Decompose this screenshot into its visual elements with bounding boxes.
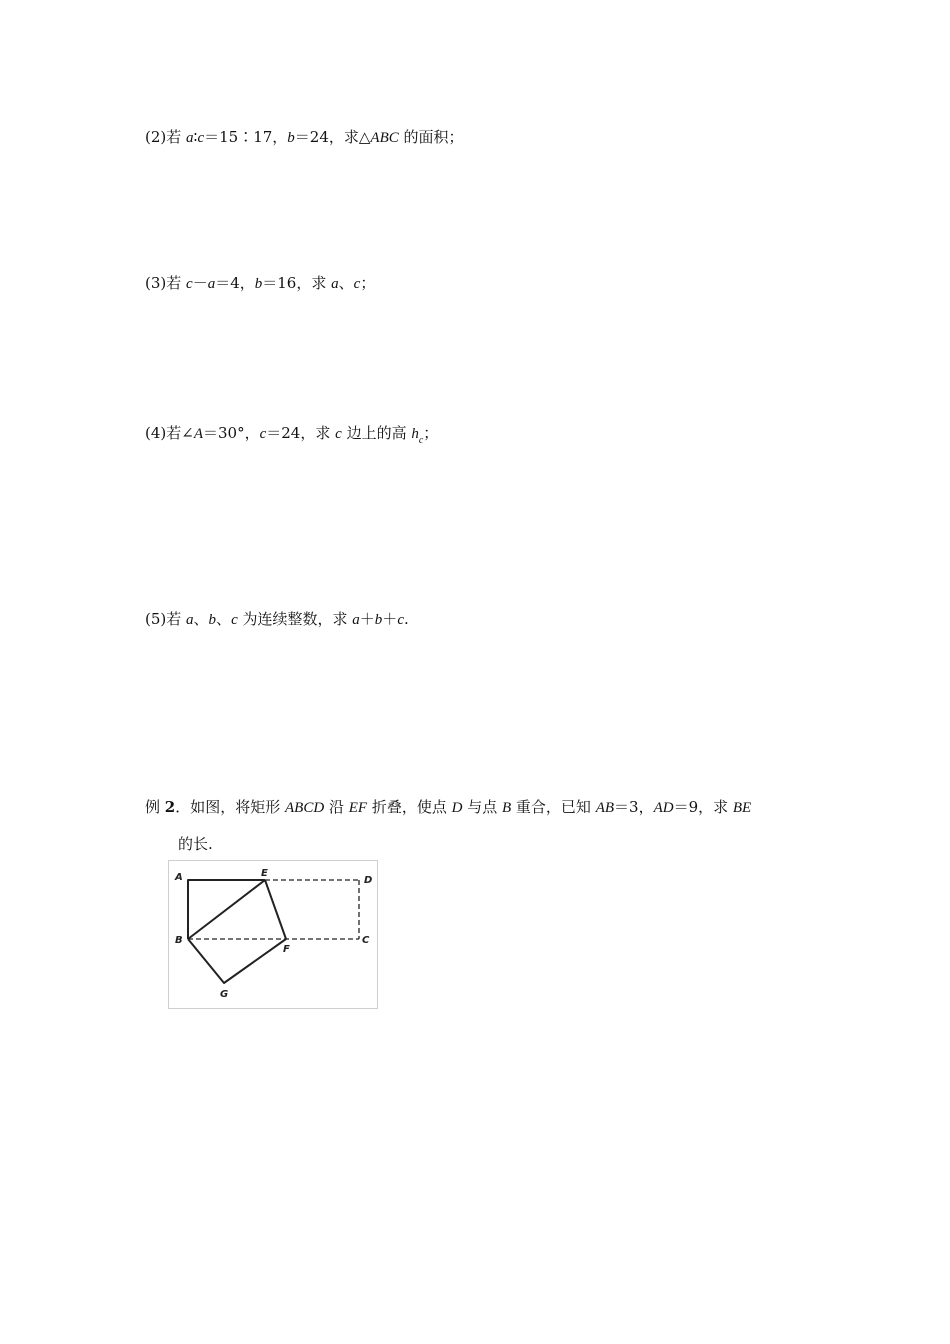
label-a: A	[175, 872, 183, 883]
label-b: B	[175, 935, 183, 946]
example-text: 与点	[462, 798, 502, 816]
q3-minus: －	[192, 274, 208, 292]
label-f: F	[283, 944, 290, 955]
question-4	[145, 423, 438, 451]
example-text: 折叠，使点	[367, 798, 452, 816]
label-c: C	[362, 935, 370, 946]
example-text: ．如图，将矩形	[175, 798, 285, 816]
example-text: 的长.	[178, 835, 213, 853]
q2-text: 若	[166, 128, 187, 146]
q5-var-c: c	[397, 612, 404, 628]
q4-text: 若∠	[166, 424, 194, 442]
q4-var-c: c	[335, 426, 342, 442]
q5-number: (5)	[145, 610, 167, 628]
figure-svg	[169, 861, 377, 1008]
example-text: 重合，已知	[511, 798, 596, 816]
example-text: ＝3，	[614, 798, 654, 816]
q3-text: ＝16，求	[262, 274, 332, 292]
segment-ef: EF	[348, 800, 368, 816]
q5-var-a: a	[352, 612, 360, 628]
example-text: ＝9，求	[673, 798, 733, 816]
q5-plus: ＋	[382, 610, 398, 628]
label-e: E	[261, 868, 268, 879]
q5-text: 为连续整数，求	[237, 610, 353, 628]
example-2-line-1	[145, 797, 751, 818]
segment-be-line	[188, 880, 265, 939]
rectangle-abcd: ABCD	[285, 800, 325, 816]
fold-line-ef	[265, 880, 286, 939]
example-number: 2	[164, 798, 176, 816]
point-b: B	[501, 800, 512, 816]
q2-colon: ∶	[193, 128, 198, 146]
q2-var-c: c	[197, 130, 205, 146]
q5-var-c: c	[231, 612, 238, 628]
q5-var-b: b	[374, 612, 383, 628]
q4-text: ＝24，求	[266, 424, 336, 442]
q2-text: ＝24，求△	[294, 128, 371, 146]
folded-rectangle-figure	[168, 860, 378, 1009]
q3-text: 若	[166, 274, 187, 292]
q3-var-a: a	[331, 276, 339, 292]
folded-flap-bgf	[188, 939, 286, 983]
q5-text: 若	[166, 610, 187, 628]
segment-be: BE	[732, 800, 752, 816]
example-2-line-2	[178, 834, 213, 854]
segment-ab: AB	[595, 800, 615, 816]
point-d: D	[451, 800, 463, 816]
q5-var-b: b	[208, 612, 217, 628]
q4-var-c: c	[259, 426, 267, 442]
q3-var-c: c	[353, 276, 361, 292]
q4-text: ；	[423, 424, 439, 442]
segment-ad: AD	[653, 800, 674, 816]
q2-triangle-abc: ABC	[370, 130, 399, 146]
label-d: D	[364, 875, 373, 886]
q3-text: ；	[360, 274, 376, 292]
q3-var-a: a	[207, 276, 216, 292]
q5-plus: ＋	[359, 610, 375, 628]
q4-height-subscript: c	[418, 435, 424, 446]
label-g: G	[220, 989, 229, 1000]
q5-text: 、	[216, 610, 232, 628]
q3-var-c: c	[186, 276, 193, 292]
question-2	[145, 127, 464, 148]
q2-text: ＝15∶17，	[204, 128, 288, 146]
example-text: 沿	[324, 798, 349, 816]
q4-number: (4)	[145, 424, 167, 442]
q4-height-h: h	[411, 426, 419, 442]
q2-text: 的面积；	[398, 128, 464, 146]
question-5	[145, 609, 409, 630]
q3-text: 、	[338, 274, 354, 292]
q5-var-a: a	[186, 612, 194, 628]
q4-text: ＝30°，	[203, 424, 260, 442]
q2-var-b: b	[287, 130, 295, 146]
example-label: 例	[145, 798, 165, 816]
q2-number: (2)	[145, 128, 167, 146]
q5-text: 、	[193, 610, 209, 628]
question-3	[145, 273, 375, 294]
q4-text: 边上的高	[341, 424, 412, 442]
q4-angle-a: A	[193, 426, 203, 442]
q2-var-a: a	[186, 130, 194, 146]
q3-number: (3)	[145, 274, 167, 292]
q5-text: .	[403, 610, 409, 628]
q3-text: ＝4，	[215, 274, 255, 292]
q3-var-b: b	[254, 276, 263, 292]
